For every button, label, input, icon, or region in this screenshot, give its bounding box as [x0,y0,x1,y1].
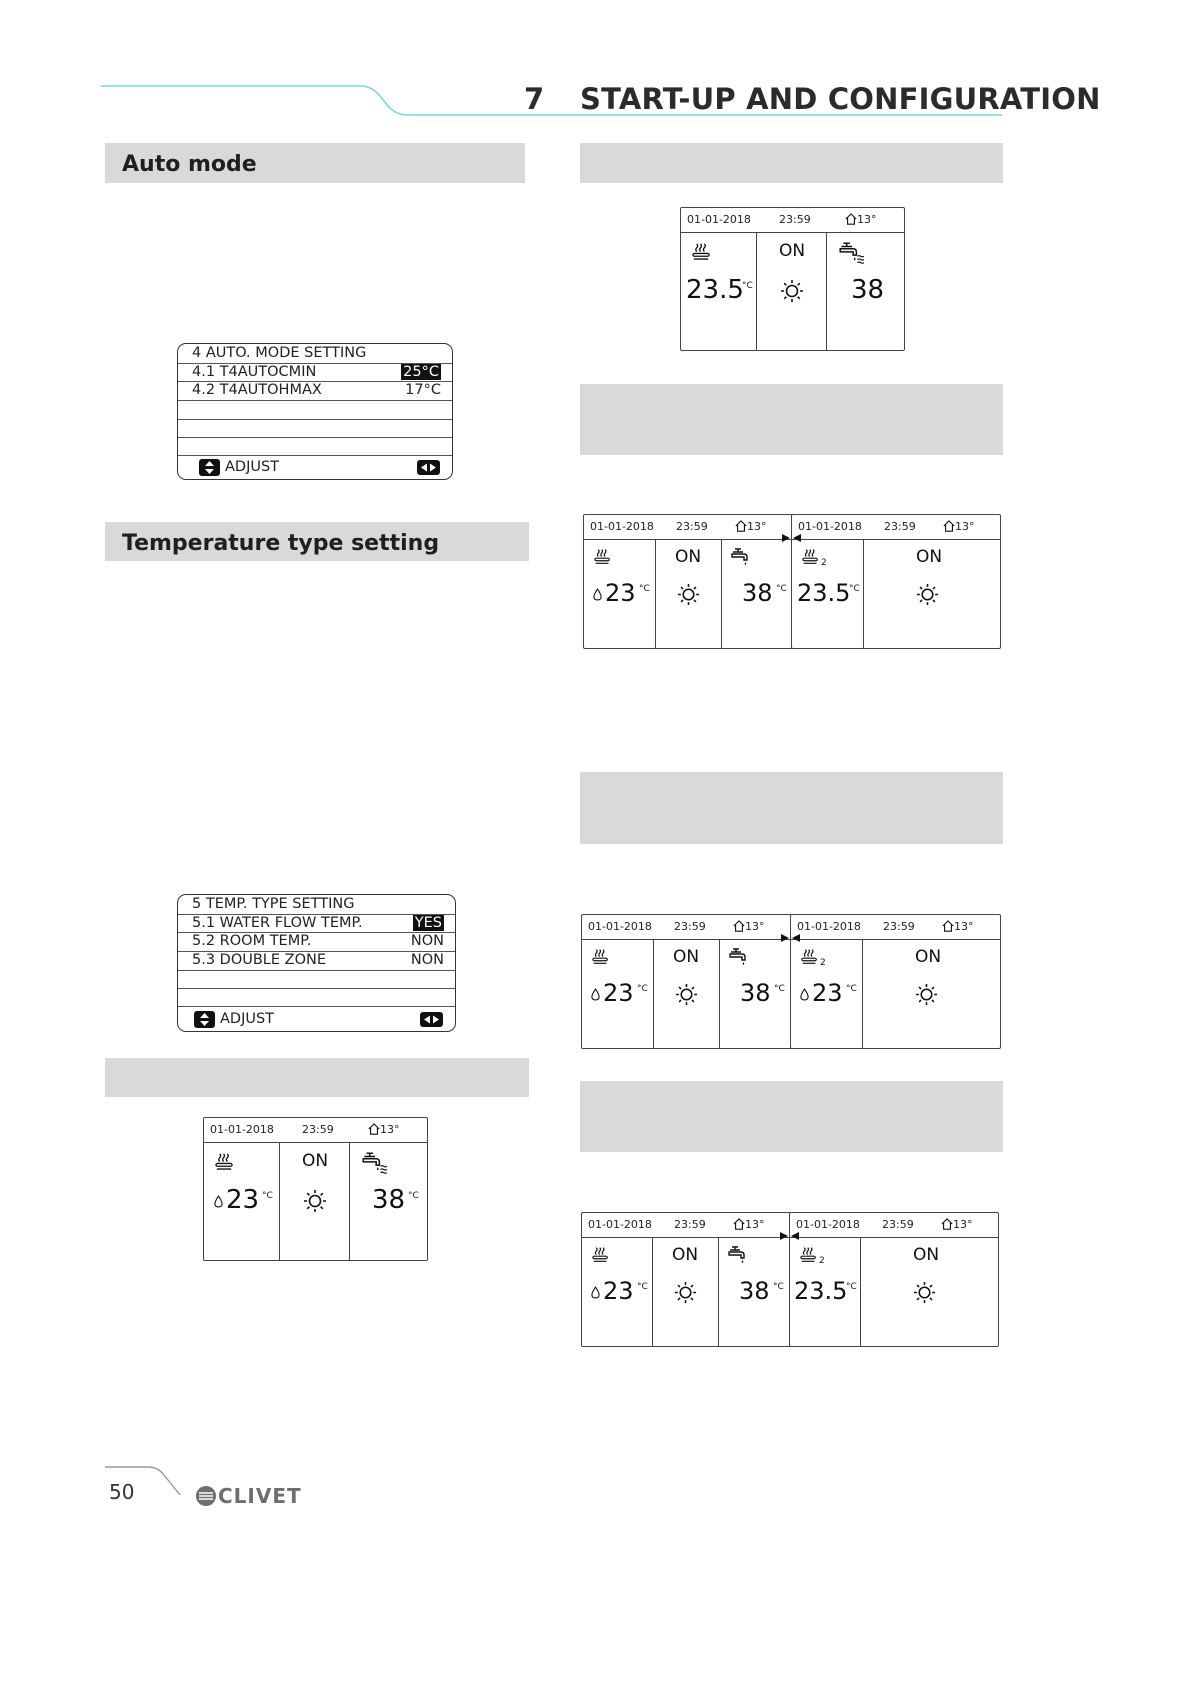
status-bar [582,915,791,940]
outdoor-temp-value: 13° [745,1218,765,1231]
menu-row[interactable] [178,363,452,382]
house-icon [942,920,954,932]
floor-heating-icon [692,242,711,261]
tap-water-icon [728,947,748,967]
mode-panel[interactable] [653,1238,719,1346]
temp-value: 23 [812,979,843,1007]
outdoor-temp [943,520,975,533]
unit-label: °C [742,281,753,291]
water-drop-icon [214,1195,223,1208]
page-number: 50 [109,1480,135,1504]
menu-row-label: 5.3 DOUBLE ZONE [192,952,327,968]
adjust-label: ADJUST [220,1011,275,1027]
outdoor-temp-value: 13° [857,213,877,226]
temp-value: 23.5 [797,579,851,607]
time-text: 23:59 [882,1218,914,1231]
house-icon [733,1218,745,1230]
outdoor-temp [845,213,877,226]
outdoor-temp-value: 13° [953,1218,973,1231]
zone-number: 2 [820,958,826,968]
outdoor-temp [735,520,767,533]
time-text: 23:59 [302,1123,334,1136]
water-drop-icon [593,588,602,601]
zone2-panel[interactable] [791,940,863,1048]
on-label: ON [302,1151,329,1171]
dhw-panel[interactable] [719,1238,790,1346]
date-text: 01-01-2018 [210,1123,274,1136]
date-text: 01-01-2018 [687,213,751,226]
unit-label: °C [637,984,648,994]
sun-icon [915,983,938,1006]
unit-label: °C [849,584,860,594]
house-icon [368,1123,380,1135]
section-bar-temp-type [105,522,529,561]
menu-row-value-selected[interactable]: YES [414,915,442,931]
on-label: ON [913,1245,940,1265]
dhw-panel[interactable] [720,940,791,1048]
tank-temp-value: 38 [742,579,773,607]
outdoor-temp-value: 13° [745,920,765,933]
house-icon [735,520,747,532]
home-screen-zone1 [581,914,792,1049]
tank-temp-value: 38 [851,275,885,305]
sun-icon [677,583,700,606]
tap-water-icon [837,241,865,265]
temp-value: 23 [605,579,636,607]
chapter-title-text: START-UP AND CONFIGURATION [580,82,1101,116]
home-screen-zone2 [790,914,1001,1049]
menu-row-label: 4.1 T4AUTOCMIN [192,364,317,380]
menu-title: 5 TEMP. TYPE SETTING [192,896,355,912]
zone2-panel[interactable] [790,1238,861,1346]
unit-label: °C [774,984,785,994]
dhw-panel[interactable] [722,540,792,648]
outdoor-temp [942,920,974,933]
temp-value: 23 [226,1185,260,1215]
on-label: ON [916,547,943,567]
date-text: 01-01-2018 [797,920,861,933]
floor-heating-icon [215,1152,234,1171]
brand-text: CLIVET [218,1484,302,1508]
sun-icon [674,1281,697,1304]
temp-type-menu-screen [177,894,456,1032]
zone-panel[interactable] [582,940,654,1048]
menu-footer [178,1007,455,1031]
menu-title-row [178,895,455,915]
on-label: ON [675,547,702,567]
tap-water-icon [730,547,750,567]
time-text: 23:59 [779,213,811,226]
section-bar-empty [580,384,1003,455]
mode-panel[interactable] [757,233,827,350]
mode-panel[interactable] [864,540,1000,648]
zone-number: 2 [821,558,827,568]
menu-row-label: 5.1 WATER FLOW TEMP. [192,915,363,931]
home-screen [680,207,905,351]
floor-heating-icon [800,1246,817,1263]
water-drop-icon [800,988,809,1001]
date-text: 01-01-2018 [588,1218,652,1231]
menu-row-label: 4.2 T4AUTOHMAX [192,382,322,398]
mode-panel[interactable] [863,940,1000,1048]
menu-row-label: 5.2 ROOM TEMP. [192,933,312,949]
date-text: 01-01-2018 [796,1218,860,1231]
menu-row-value: NON [410,952,444,968]
status-bar [204,1118,427,1143]
menu-row-value: NON [410,933,444,949]
unit-label: °C [846,1282,857,1292]
up-down-icon[interactable] [194,1011,215,1028]
time-text: 23:59 [674,1218,706,1231]
unit-label: °C [639,584,650,594]
outdoor-temp-value: 13° [747,520,767,533]
dhw-panel[interactable] [827,233,903,350]
arrow-left-icon[interactable] [792,533,802,543]
menu-row[interactable] [178,914,455,933]
menu-row[interactable] [178,381,452,401]
outdoor-temp [733,920,765,933]
temp-value: 23.5 [794,1277,848,1305]
tap-water-icon [727,1245,747,1265]
menu-empty-row [178,400,452,420]
floor-heating-icon [802,548,819,565]
status-bar [792,515,1000,540]
house-icon [733,920,745,932]
menu-empty-row [178,419,452,438]
status-bar [790,1213,998,1238]
home-screen-zone1 [581,1212,791,1347]
temp-value: 23 [603,979,634,1007]
unit-label: °C [846,984,857,994]
auto-mode-menu-screen [177,343,453,480]
on-label: ON [673,947,700,967]
up-down-icon[interactable] [199,459,220,476]
menu-row-value-selected[interactable]: 25°C [403,364,439,380]
sun-icon [916,583,939,606]
floor-heating-icon [594,548,611,565]
adjust-label: ADJUST [225,459,280,475]
home-screen-zone1 [583,514,793,649]
house-icon [941,1218,953,1230]
status-bar [791,915,1000,940]
unit-label: °C [637,1282,648,1292]
tank-temp-value: 38 [739,1277,770,1305]
tank-temp-value: 38 [740,979,771,1007]
section-title-temp-type: Temperature type setting [122,531,440,556]
menu-empty-row [178,970,455,989]
brand-logo [195,1484,310,1508]
zone-panel[interactable] [584,540,656,648]
arrow-right-icon[interactable] [781,533,791,543]
chapter-title [524,82,1101,116]
menu-empty-row [178,988,455,1007]
home-screen-zone2 [791,514,1001,649]
zone-panel[interactable] [204,1143,280,1260]
temp-value: 23.5 [686,275,744,305]
mode-panel[interactable] [861,1238,998,1346]
time-text: 23:59 [674,920,706,933]
status-bar [582,1213,790,1238]
tap-water-icon [360,1151,388,1175]
water-drop-icon [591,1286,600,1299]
menu-title-row [178,344,452,364]
unit-label: °C [773,1282,784,1292]
sun-icon [780,279,804,303]
outdoor-temp [368,1123,400,1136]
floor-heating-icon [592,948,609,965]
time-text: 23:59 [883,920,915,933]
house-icon [943,520,955,532]
menu-row[interactable] [178,932,455,952]
date-text: 01-01-2018 [588,920,652,933]
home-screen [203,1117,428,1261]
menu-row-value: 17°C [405,382,441,398]
sun-icon [913,1281,936,1304]
left-right-icon[interactable] [420,1012,443,1027]
menu-title: 4 AUTO. MODE SETTING [192,345,367,361]
arrow-left-icon[interactable] [790,1231,800,1241]
arrow-right-icon[interactable] [779,1231,789,1241]
zone-panel[interactable] [582,1238,653,1346]
on-label: ON [672,1245,699,1265]
section-bar-empty [580,772,1003,844]
sun-icon [675,983,698,1006]
floor-heating-icon [592,1246,609,1263]
time-text: 23:59 [884,520,916,533]
outdoor-temp [733,1218,765,1231]
section-bar-empty [105,1058,529,1097]
outdoor-temp [941,1218,973,1231]
menu-row[interactable] [178,951,455,971]
outdoor-temp-value: 13° [954,920,974,933]
unit-label: °C [262,1191,273,1201]
mode-panel[interactable] [656,540,722,648]
zone-number: 2 [819,1256,825,1266]
left-right-icon[interactable] [417,460,440,475]
arrow-right-icon[interactable] [780,933,790,943]
water-drop-icon [591,988,600,1001]
outdoor-temp-value: 13° [380,1123,400,1136]
menu-empty-row [178,437,452,456]
mode-panel[interactable] [654,940,720,1048]
on-label: ON [779,241,806,261]
zone-panel[interactable] [681,233,757,350]
section-title-auto-mode: Auto mode [122,152,257,177]
temp-value: 23 [603,1277,634,1305]
floor-heating-icon [801,948,818,965]
zone2-panel[interactable] [792,540,864,648]
status-bar [681,208,904,233]
mode-panel[interactable] [280,1143,350,1260]
menu-footer [178,455,452,479]
dhw-panel[interactable] [350,1143,426,1260]
chapter-number: 7 [524,82,545,116]
section-bar-auto-mode [105,143,525,183]
time-text: 23:59 [676,520,708,533]
house-icon [845,213,857,225]
unit-label: °C [408,1191,419,1201]
arrow-left-icon[interactable] [791,933,801,943]
unit-label: °C [776,584,787,594]
section-bar-empty [580,1081,1003,1152]
tank-temp-value: 38 [372,1185,406,1215]
section-bar-empty [580,143,1003,183]
outdoor-temp-value: 13° [955,520,975,533]
sun-icon [303,1189,327,1213]
home-screen-zone2 [789,1212,999,1347]
date-text: 01-01-2018 [798,520,862,533]
date-text: 01-01-2018 [590,520,654,533]
on-label: ON [915,947,942,967]
status-bar [584,515,792,540]
